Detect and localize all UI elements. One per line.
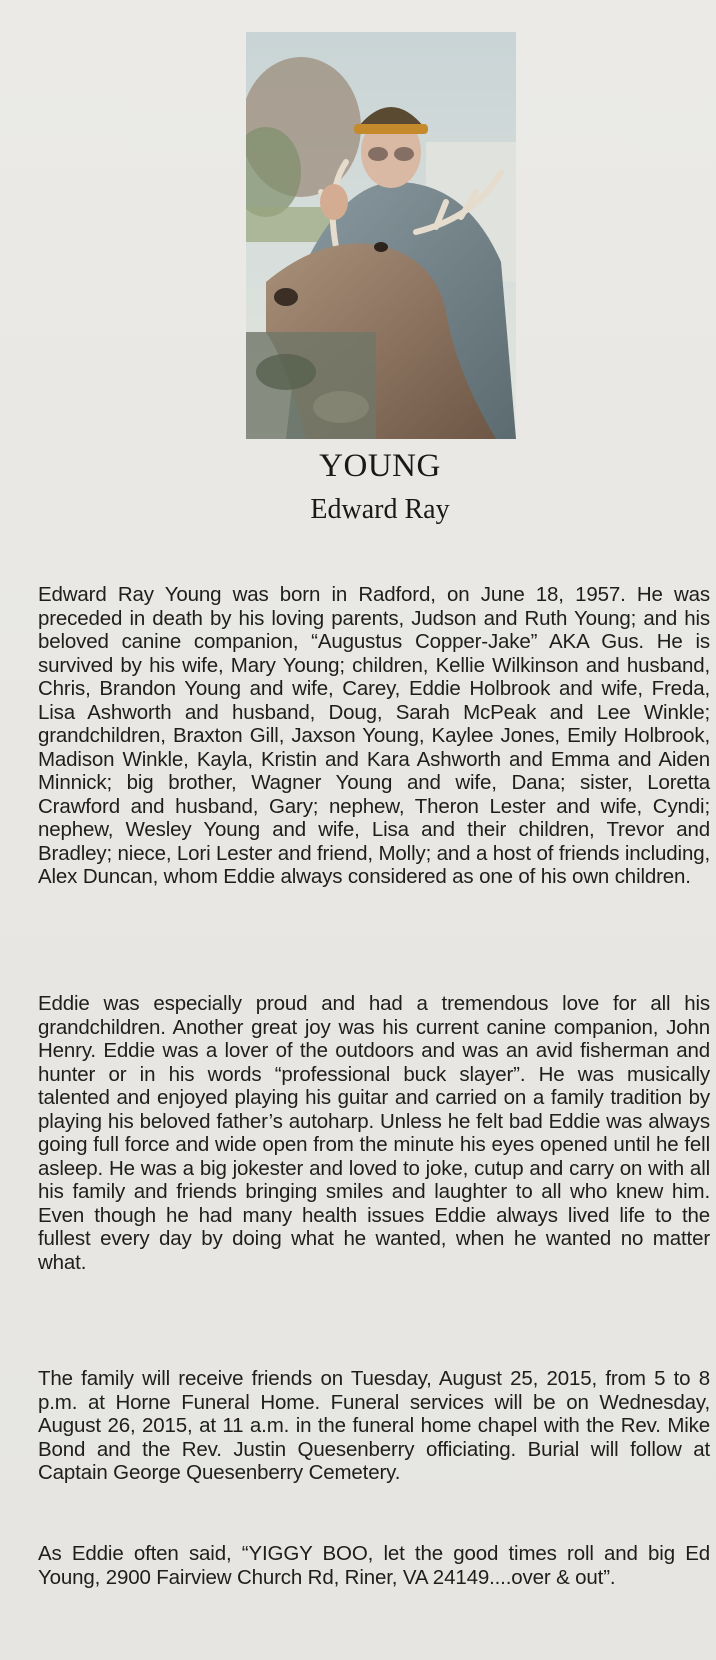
portrait-photo [246, 32, 516, 439]
obituary-paragraph-closing: As Eddie often said, “YIGGY BOO, let the good times roll and big Ed Young, 2900 Fairview Church Rd, Riner, VA 24149....over & out”. [38, 1542, 710, 1589]
obituary-given-names: Edward Ray [310, 494, 450, 525]
obituary-paragraph-family: Edward Ray Young was born in Radford, on June 18, 1957. He was preceded in death by his loving parents, Judson and Ruth Young; and his beloved canine companion, “Augustus Copper-Jake” AKA Gus. He is survived by his wife, Mary Young; children, Kellie Wilkinson and husband, Chris, Brandon Young and wife, Carey, Eddie Holbrook and wife, Freda, Lisa Ashworth and husband, Doug, Sarah McPeak and Lee Winkle; grandchildren, Braxton Gill, Jaxson Young, Kaylee Jones, Emily Holbrook, Madison Winkle, Kayla, Kristin and Kara Ashworth and Emma and Aiden Minnick; big brother, Wagner Young and wife, Dana; sister, Loretta Crawford and husband, Gary; nephew, Theron Lester and wife, Cyndi; nephew, Wesley Young and wife, Lisa and their children, Trevor and Bradley; niece, Lori Lester and friend, Molly; and a host of friends including, Alex Duncan, whom Eddie always considered as one of his own children. [38, 583, 710, 888]
obituary-surname: YOUNG [319, 448, 441, 484]
obituary-paragraph-life: Eddie was especially proud and had a tremendous love for all his grandchildren. Another great joy was his current canine companion, John Henry. Eddie was a lover of the outdoors and was an avid fisherman and hunter or in his words “professional buck slayer”. He was musically talented and enjoyed playing his guitar and carried on a family tradition by playing his beloved father’s autoharp. Unless he felt bad Eddie was always going full force and wide open from the minute his eyes opened until he fell asleep. He was a big jokester and loved to joke, cutup and carry on with all his family and friends bringing smiles and laughter to all who knew him. Even though he had many health issues Eddie always lived life to the fullest every day by doing what he wanted, when he wanted no matter what. [38, 992, 710, 1274]
obituary-paragraph-services: The family will receive friends on Tuesday, August 25, 2015, from 5 to 8 p.m. at Horne Funeral Home. Funeral services will be on Wednesday, August 26, 2015, at 11 a.m. in the funeral home chapel with the Rev. Mike Bond and the Rev. Justin Quesenberry officiating. Burial will follow at Captain George Quesenberry Cemetery. [38, 1367, 710, 1484]
portrait-photo-image [246, 32, 516, 439]
